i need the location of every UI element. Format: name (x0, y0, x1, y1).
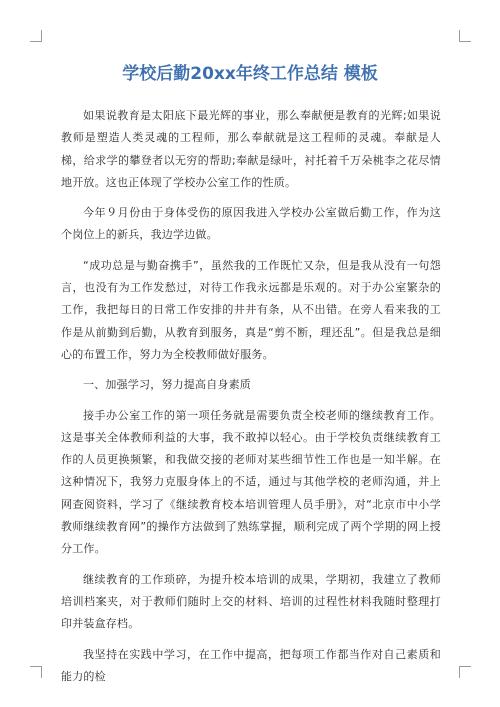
crop-mark-bottom-left (30, 666, 42, 678)
crop-mark-top-right (459, 30, 471, 42)
crop-mark-top-left (30, 30, 42, 42)
document-body (61, 105, 441, 696)
body-paragraph: 我坚持在实践中学习，在工作中提高，把每项工作都当作对自己素质和能力的检 (61, 647, 441, 683)
crop-mark-bottom-right (459, 666, 471, 678)
body-paragraph: “成功总是与勤奋携手”，虽然我的工作既忙又杂，但是我从没有一句怨言，也没有为工作发愁过，对待工作我永远都是乐观的。对于办公室繁杂的工作，我把每日的日常工作安排的井井有条，从不出错。在旁人看来我的工作是从前勤到后勤，从教育到服务，真是“剪不断，理还乱”。但是我总是细心的布置工作，努力为全校教师做好服务。 (61, 258, 441, 361)
body-paragraph: 接手办公室工作的第一项任务就是需要负责全校老师的继续教育工作。这是事关全体教师利益的大事，我不敢掉以轻心。由于学校负责继续教育工作的人员更换频繁，和我做交接的老师对某些细节性工作也是一知半解。在这种情况下，我努力克服身体上的不适，通过与其他学校的老师沟通，并上网查阅资料，学习了《继续教育校本培训管理人员手册》，对“北京市中小学教师继续教育网”的操作方法做到了熟练掌握，顺利完成了两个学期的网上授分工作。 (61, 408, 441, 556)
body-paragraph: 如果说教育是太阳底下最光辉的事业，那么奉献便是教育的光辉;如果说教师是塑造人类灵魂的工程师，那么奉献就是这工程师的灵魂。奉献是人梯，给求学的攀登者以无穷的帮助;奉献是绿叶，衬托着千万朵桃李之花尽情地开放。这也正体现了学校办公室工作的性质。 (61, 109, 441, 189)
body-paragraph: 继续教育的工作琐碎，为提升校本培训的成果，学期初，我建立了教师培训档案夹，对于教师们随时上交的材料、培训的过程性材料我随时整理打印并装盒存档。 (61, 572, 441, 631)
section-heading: 一、加强学习，努力提高自身素质 (83, 378, 251, 392)
document-title: 学校后勤20xx年终工作总结 模板 (122, 64, 378, 84)
body-paragraph: 今年９月份由于身体受伤的原因我进入学校办公室做后勤工作，作为这个岗位上的新兵，我边学边做。 (61, 206, 441, 242)
